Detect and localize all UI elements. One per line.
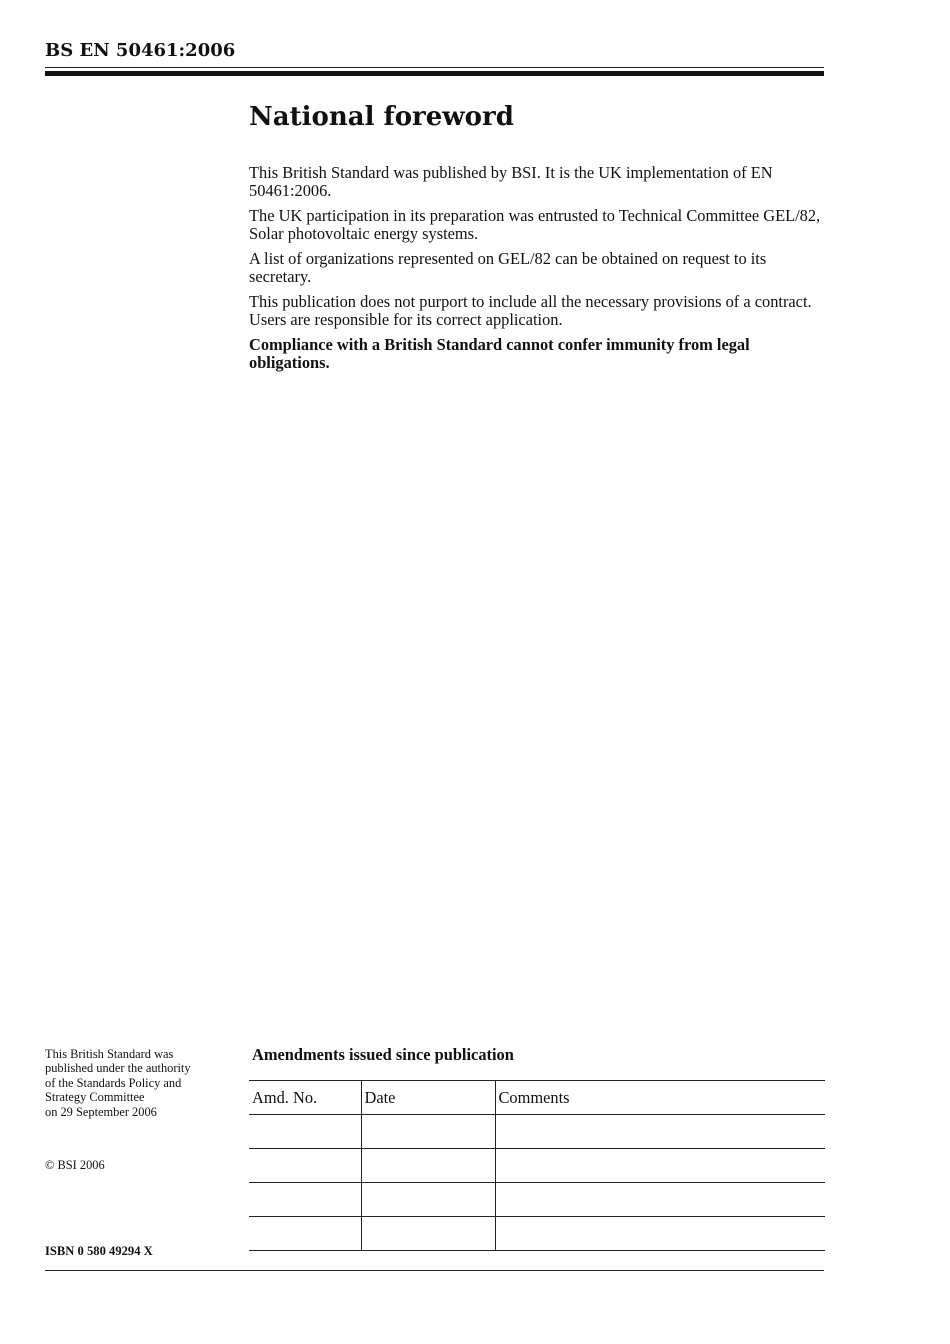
table-row (249, 1115, 825, 1149)
foreword-paragraph-publication: This British Standard was published by BSI. It is the UK implementation of EN 50461:2006. (249, 163, 773, 200)
table-cell (249, 1149, 361, 1183)
publication-note-line: published under the authority (45, 1061, 191, 1076)
publication-note-line: This British Standard was (45, 1047, 174, 1061)
table-cell (249, 1115, 361, 1149)
table-cell (495, 1217, 825, 1251)
foreword-paragraph-organizations: A list of organizations represented on GEL/82 can be obtained on request to its secretary. (249, 249, 767, 286)
column-header-date: Date (361, 1081, 495, 1115)
publication-note-line: Strategy Committee (45, 1090, 145, 1105)
copyright-notice: © BSI 2006 (45, 1158, 105, 1172)
column-header-comments: Comments (495, 1081, 825, 1115)
table-row (249, 1149, 825, 1183)
table-cell (361, 1217, 495, 1251)
amendments-heading: Amendments issued since publication (252, 1045, 514, 1064)
header-thick-rule (45, 71, 824, 76)
table-row (249, 1183, 825, 1217)
footer-rule (45, 1270, 824, 1271)
foreword-body (249, 164, 824, 379)
table-cell (361, 1149, 495, 1183)
table-cell (249, 1183, 361, 1217)
header-thin-rule (45, 67, 824, 68)
page-title: National foreword (249, 102, 514, 132)
amendments-table (249, 1080, 825, 1251)
document-code: BS EN 50461:2006 (45, 40, 236, 61)
table-cell (361, 1115, 495, 1149)
table-row (249, 1217, 825, 1251)
table-cell (361, 1183, 495, 1217)
foreword-paragraph-compliance: Compliance with a British Standard cannot confer immunity from legal obligations. (249, 335, 750, 372)
table-cell (495, 1183, 825, 1217)
table-header-row (249, 1081, 825, 1115)
foreword-paragraph-provisions: This publication does not purport to include all the necessary provisions of a contract. Users are responsible for its correct application. (249, 292, 812, 329)
publication-authority-note (45, 1047, 235, 1119)
isbn-number: ISBN 0 580 49294 X (45, 1244, 153, 1258)
column-header-amd-no: Amd. No. (249, 1081, 361, 1115)
publication-note-line: on 29 September 2006 (45, 1104, 157, 1119)
foreword-paragraph-committee: The UK participation in its preparation was entrusted to Technical Committee GEL/82, Solar photovoltaic energy systems. (249, 206, 821, 243)
table-cell (495, 1115, 825, 1149)
table-cell (495, 1149, 825, 1183)
table-cell (249, 1217, 361, 1251)
publication-note-line: of the Standards Policy and (45, 1075, 182, 1090)
